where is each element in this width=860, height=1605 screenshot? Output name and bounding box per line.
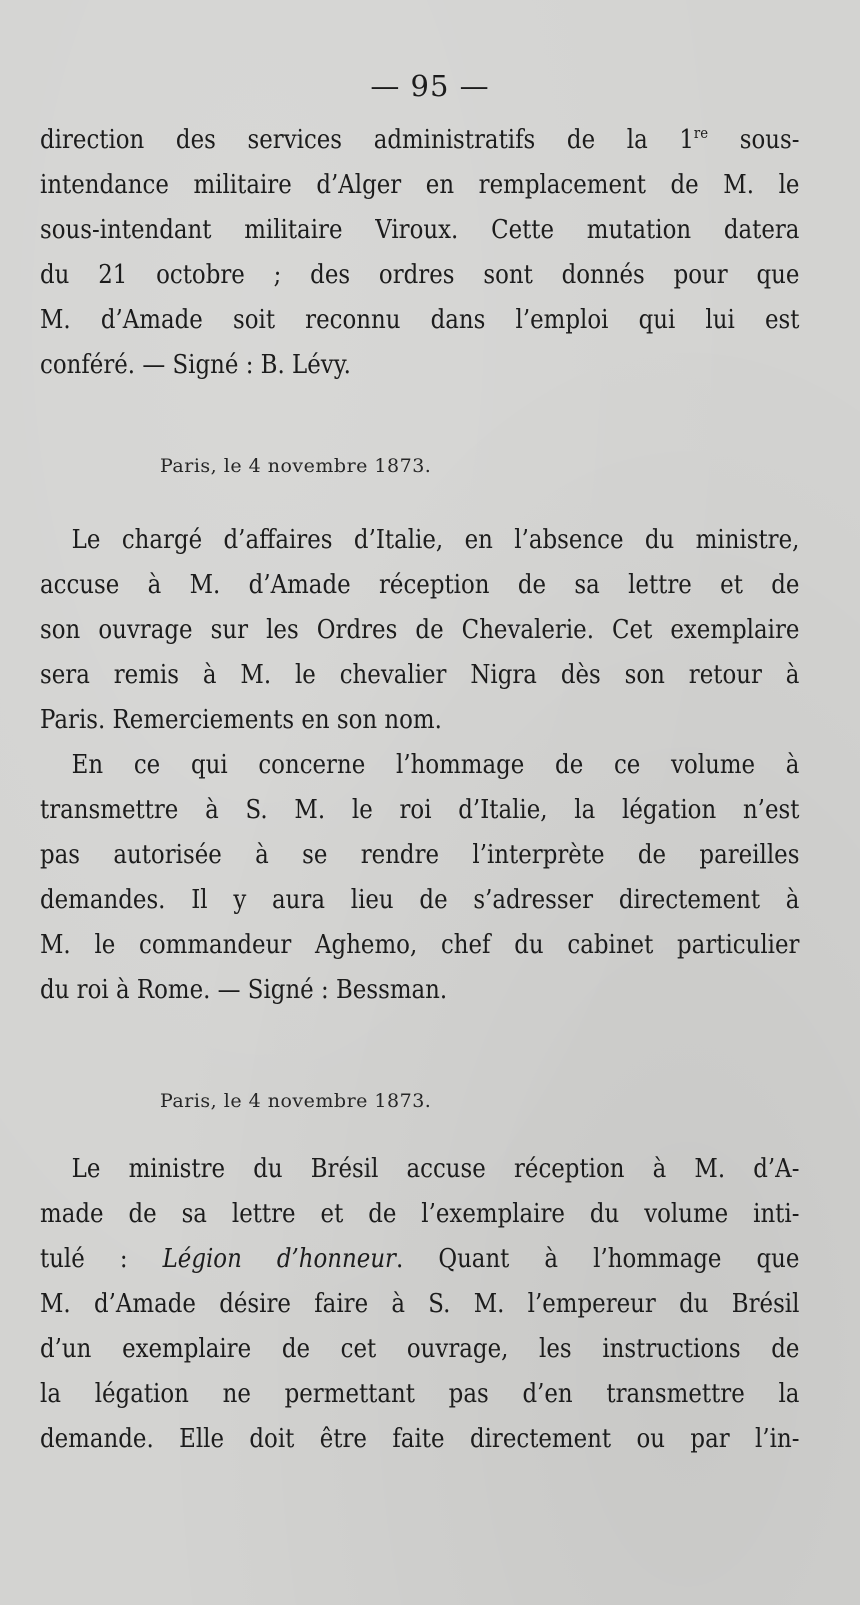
- text-line: la légation ne permettant pas d’en transmettre la: [40, 1379, 800, 1409]
- text-line: sous-intendant militaire Viroux. Cette mutation datera: [40, 215, 800, 245]
- letter-brazil: [40, 1147, 799, 1462]
- text-line: transmettre à S. M. le roi d’Italie, la légation n’est: [40, 795, 800, 825]
- text-line: demande. Elle doit être faite directement ou par l’in-: [40, 1424, 800, 1454]
- paragraph-continuation: [40, 118, 799, 388]
- letter-italy: [40, 518, 799, 1013]
- text-line: M. d’Amade soit reconnu dans l’emploi qui lui est: [40, 305, 800, 335]
- text-line: demandes. Il y aura lieu de s’adresser directement à: [40, 885, 800, 915]
- text-line: du roi à Rome. — Signé : Bessman.: [40, 975, 448, 1005]
- text-line: Le ministre du Brésil accuse réception à M. d’A-: [71, 1154, 800, 1184]
- text-line: son ouvrage sur les Ordres de Chevalerie. Cet exemplaire: [40, 615, 800, 645]
- text-line: conféré. — Signé : B. Lévy.: [40, 350, 351, 380]
- text-line: sera remis à M. le chevalier Nigra dès son retour à: [40, 660, 800, 690]
- text-line: Le chargé d’affaires d’Italie, en l’absence du ministre,: [71, 525, 800, 555]
- text-line: En ce qui concerne l’hommage de ce volume à: [71, 750, 800, 780]
- text-line: d’un exemplaire de cet ouvrage, les instructions de: [40, 1334, 800, 1364]
- book-title: Légion d’honneur: [162, 1244, 396, 1274]
- text-line: tulé : Légion d’honneur. Quant à l’hommage que: [40, 1244, 800, 1274]
- letter-dateline: Paris, le 4 novembre 1873.: [160, 1090, 432, 1112]
- text-line: du 21 octobre ; des ordres sont donnés pour que: [40, 260, 800, 290]
- text-line: M. le commandeur Aghemo, chef du cabinet particulier: [40, 930, 800, 960]
- text-line: M. d’Amade désire faire à S. M. l’empereur du Brésil: [40, 1289, 800, 1319]
- text-line: pas autorisée à se rendre l’interprète de pareilles: [40, 840, 800, 870]
- text-line: direction des services administratifs de la 1re sous-: [40, 124, 800, 155]
- text-line: accuse à M. d’Amade réception de sa lettre et de: [40, 570, 800, 600]
- text-line: intendance militaire d’Alger en remplacement de M. le: [40, 170, 800, 200]
- text-line: made de sa lettre et de l’exemplaire du volume inti-: [40, 1199, 800, 1229]
- text-line: Paris. Remerciements en son nom.: [40, 705, 442, 735]
- letter-dateline: Paris, le 4 novembre 1873.: [160, 455, 432, 477]
- page-number: — 95 —: [370, 69, 490, 103]
